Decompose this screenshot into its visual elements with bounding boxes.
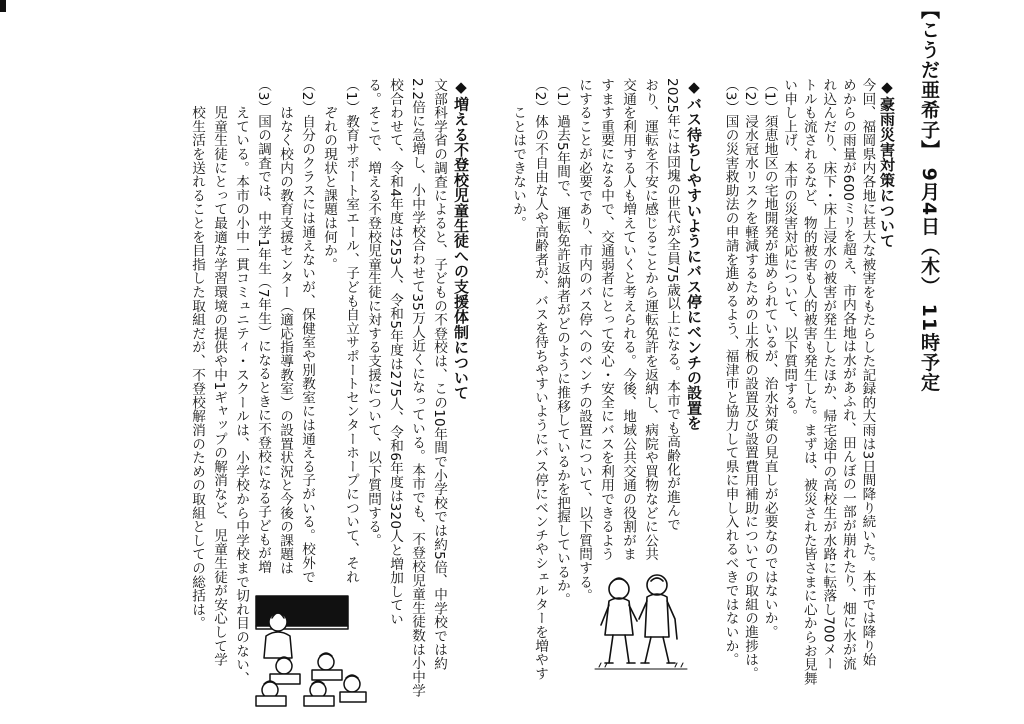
section-school-line: 校合わせて、令和4年度は253人、令和5年度は275人、令和6年度は320人と増加してい bbox=[387, 78, 403, 626]
classroom-illustration bbox=[248, 592, 370, 710]
section-bus-line: 2025年には団塊の世代が全員75歳以上になる。本市でも高齢化が進んで bbox=[664, 78, 680, 532]
section-bus-line: にすることが必要であり、市内のバス停へのベンチの設置について、以下質問する。 bbox=[576, 78, 592, 603]
section-school-item-2-cont: はなく校内の教育支援センター（適応指導教室）の設置状況と今後の課題は bbox=[277, 78, 293, 575]
section-disaster bbox=[722, 78, 898, 718]
scan-edge-mark bbox=[0, 0, 6, 12]
section-school-item-3-cont: 校生活を送れることを目指した取組だが、不登校解消のための取組としての総括は。 bbox=[189, 78, 205, 630]
section-bus-line: 交通を利用する人も増えていくと考えられる。今後、地域公共交通の役割がま bbox=[620, 78, 636, 561]
section-school-item-3-cont: えている。本市の小中一貫コミュニティ・スクールは、小学校から中学校まで切れ目のない、 bbox=[233, 78, 249, 686]
section-bus-heading: ◆バス待ちしやすいようにバス停にベンチの設置を bbox=[685, 78, 703, 431]
section-disaster-line: 今回、福岡県内各地に甚大な被害をもたらした記録的大雨は3日間降り続いた。本市では降り始 bbox=[859, 78, 876, 667]
section-disaster-heading: ◆豪雨災害対策について bbox=[878, 78, 896, 249]
section-school-item-3-cont: 児童生徒にとって最適な学習環境の提供や中1ギャップの解消など、児童生徒が安心して学 bbox=[211, 78, 227, 667]
section-bus-item-2: （2）体の不自由な人や高齢者が、バスを待ちやすいようにバス停にベンチやシェルターを増やす bbox=[532, 78, 548, 681]
section-bus-stop bbox=[505, 78, 705, 681]
section-bus-line: おり、運転を不安に感じることから運転免許を返納し、病院や買物などに公共 bbox=[642, 78, 658, 561]
section-disaster-item-2: （2）浸水冠水リスクを軽減するための止水板の設置及び設置費用補助についての取組の進捗は。 bbox=[742, 78, 759, 681]
title-column bbox=[900, 0, 940, 724]
section-school-line: 2.2倍に急増し、小中学校合わせて35万人近くになっている。本市でも、不登校児童生徒数は小中学 bbox=[409, 78, 425, 698]
section-school-line: 文部科学省の調査によると、子どもの不登校は、この10年間で小学校では約5倍、中学校では約 bbox=[431, 78, 447, 671]
section-school-item-2: （2）自分のクラスには通えないが、保健室や別教室には通える子がいる。校外で bbox=[299, 78, 315, 584]
document-title: 【こうだ亜希子】 9月4日（木） 11時予定 bbox=[918, 0, 940, 393]
section-disaster-line: めからの雨量が600ミリを超え、市内各地は水があふれ、田んぼの一部が崩れたり、畑に水が流 bbox=[839, 78, 856, 671]
section-school-heading: ◆増える不登校児童生徒への支援体制について bbox=[452, 78, 470, 401]
section-bus-item-2-cont: ことはできないか。 bbox=[510, 78, 526, 230]
section-school-item-1: （1）教育サポート室エール、子ども自立サポートセンターホープについて、それ bbox=[343, 78, 359, 584]
section-disaster-line: トルも流されるなど、物的被害も人的被害も発生した。まずは、被災された皆さまに心からお見舞 bbox=[800, 78, 817, 686]
section-school-item-3: （3）国の調査では、中学1年生（7年生）になるときに不登校になる子どもが増 bbox=[255, 78, 271, 574]
elderly-couple-illustration bbox=[585, 565, 697, 677]
section-disaster-line: い申し上げ、本市の災害対応について、以下質問する。 bbox=[781, 78, 798, 423]
section-bus-item-1: （1）過去5年間で、運転免許返納者がどのように推移しているかを把握しているか。 bbox=[554, 78, 570, 607]
section-school-line: る。そこで、増える不登校児童生徒に対する支援について、以下質問する。 bbox=[365, 78, 381, 548]
section-disaster-line: れ込んだり、床下・床上浸水の被害が発生したほか、帰宅途中の高校生が水路に転落し700メー bbox=[820, 78, 837, 671]
section-disaster-item-3: （3）国の災害救助法の申請を進めるよう、福津市と協力して県に申し入れるべきではないか。 bbox=[722, 78, 739, 667]
section-school-item-1-cont: ぞれの現状と課題は何か。 bbox=[321, 78, 337, 272]
section-bus-line: すます重要になる中で、交通弱者にとって安心・安全にバスを利用できるよう bbox=[598, 78, 614, 561]
section-disaster-item-1: （1）須恵地区の宅地開発が進められているが、治水対策の見直しが必要なのではないか。 bbox=[761, 78, 778, 639]
